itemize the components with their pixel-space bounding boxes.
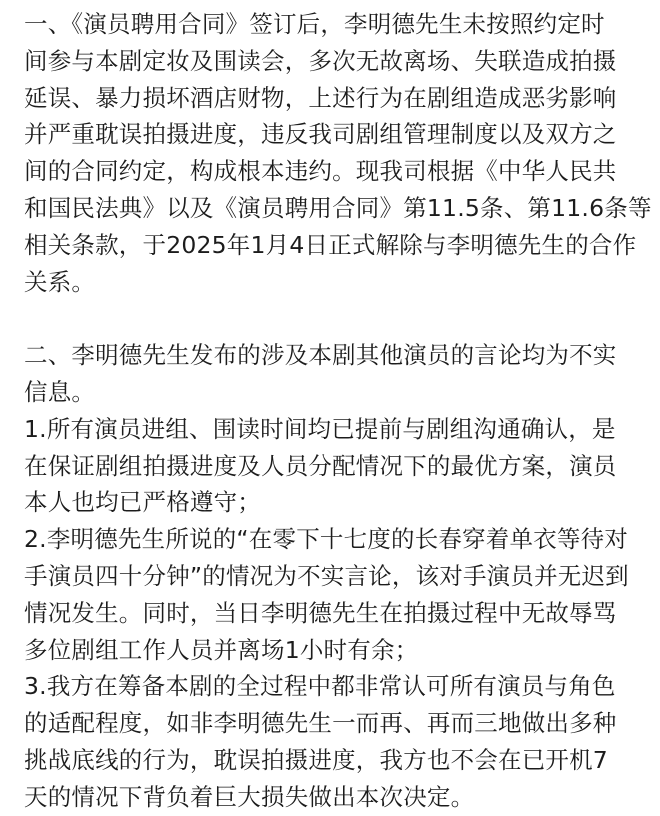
text-line: 延误、暴力损坏酒店财物，上述行为在剧组造成恶劣影响 <box>24 83 617 112</box>
section-2-item-2 <box>24 521 644 668</box>
text-line: 挑战底线的行为，耽误拍摄进度，我方也不会在已开机7 <box>24 745 608 774</box>
text-line: 2.李明德先生所说的“在零下十七度的长春穿着单衣等待对 <box>24 525 628 554</box>
section-2-item-3 <box>24 668 644 815</box>
section-1-paragraph <box>24 6 652 300</box>
text-line: 情况发生。同时，当日李明德先生在拍摄过程中无故辱骂 <box>24 598 617 627</box>
text-line: 1.所有演员进组、围读时间均已提前与剧组沟通确认，是 <box>24 414 616 443</box>
text-line: 手演员四十分钟”的情况为不实言论，该对手演员并无迟到 <box>24 561 629 590</box>
paragraph-spacer <box>24 300 644 337</box>
section-2-heading <box>24 337 644 411</box>
text-line: 的适配程度，如非李明德先生一而再、再而三地做出多种 <box>24 709 617 738</box>
section-2-item-1 <box>24 411 644 521</box>
text-line: 在保证剧组拍摄进度及人员分配情况下的最优方案，演员 <box>24 451 617 480</box>
text-line: 天的情况下背负着巨大损失做出本次决定。 <box>24 782 475 811</box>
text-line: 间的合同约定，构成根本违约。现我司根据《中华人民共 <box>24 157 617 186</box>
text-line: 关系。 <box>24 267 96 296</box>
text-line: 间参与本剧定妆及围读会，多次无故离场、失联造成拍摄 <box>24 46 617 75</box>
text-line: 一、《演员聘用合同》签订后，李明德先生未按照约定时 <box>24 10 605 38</box>
text-line: 相关条款，于2025年1月4日正式解除与李明德先生的合作 <box>24 230 637 259</box>
text-line: 二、李明德先生发布的涉及本剧其他演员的言论均为不实 <box>24 341 617 370</box>
text-line: 本人也均已严格遵守； <box>24 488 261 517</box>
text-line: 多位剧组工作人员并离场1小时有余； <box>24 635 419 664</box>
text-line: 和国民法典》以及《演员聘用合同》第11.5条、第11.6条等 <box>24 193 652 222</box>
text-line: 3.我方在筹备本剧的全过程中都非常认可所有演员与角色 <box>24 672 616 701</box>
text-line: 信息。 <box>24 377 96 406</box>
text-line: 并严重耽误拍摄进度，违反我司剧组管理制度以及双方之 <box>24 120 617 149</box>
